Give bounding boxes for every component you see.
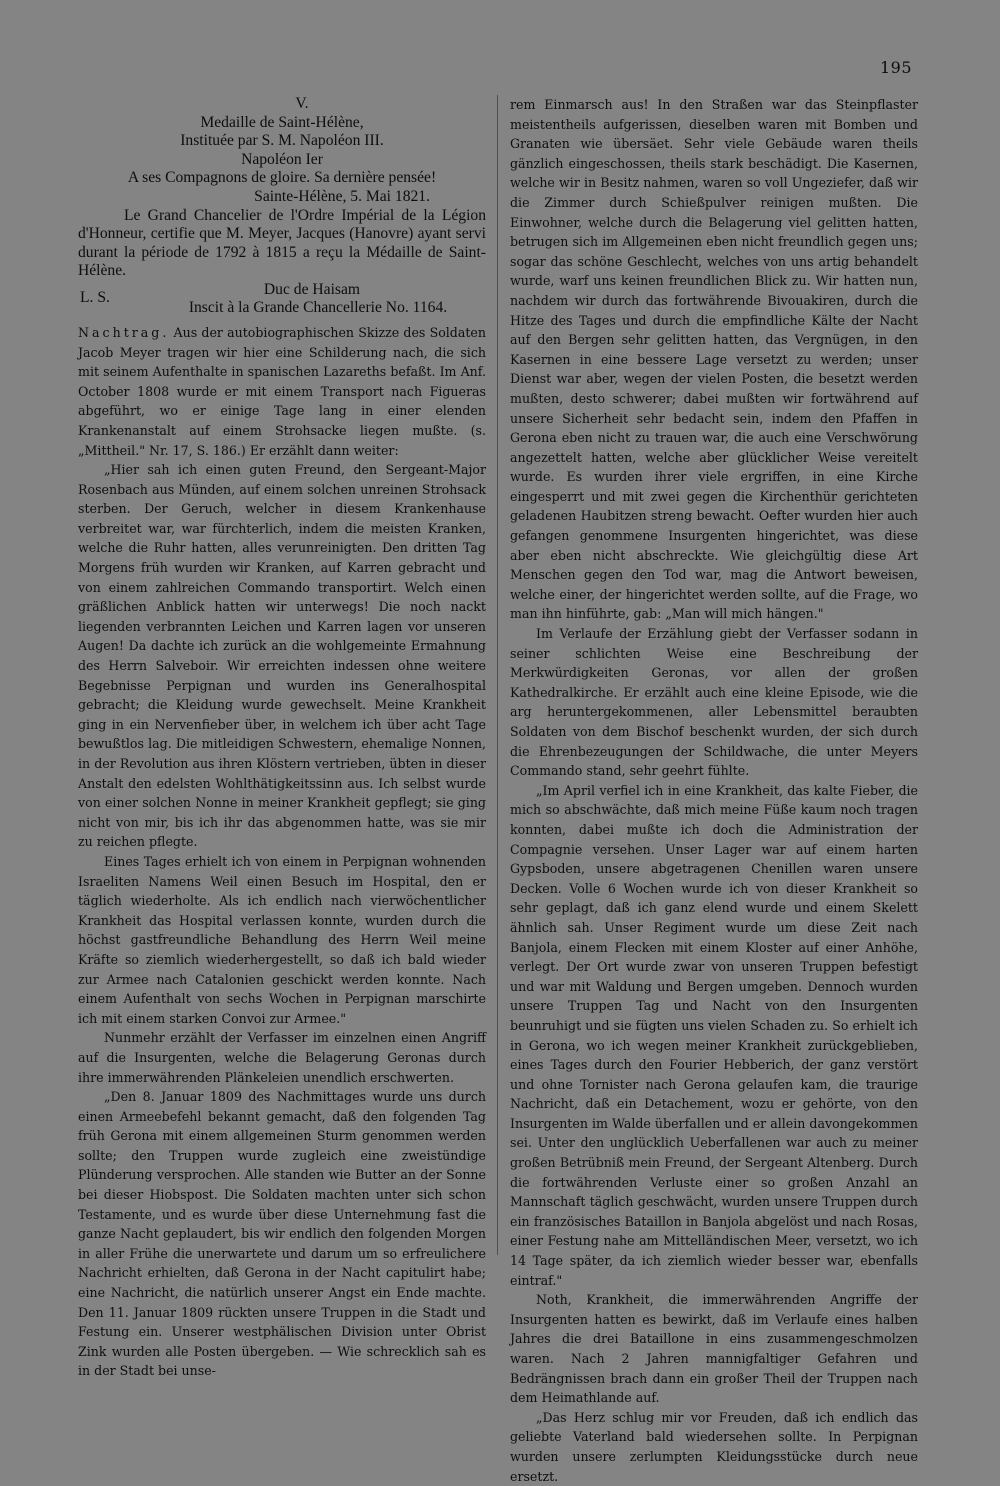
article-paragraph: rem Einmarsch aus! In den Straßen war das Steinpflaster meistentheils aufgerissen, dieselben waren mit Bomben und Granaten wie übersäet. Sehr viele Gebäude waren theils gänzlich eingeschossen, theils stark beschädigt. Die Kasernen, welche wir in Besitz nahmen, waren so voll Ungeziefer, daß wir die Zimmer durch Schießpulver reinigen mußten. Die Einwohner, welche durch die Belagerung viel gelitten hatten, betrugen sich im Allgemeinen eben nicht freundlich gegen uns; sogar das schöne Geschlecht, welches von uns artig behandelt wurde, warf uns keinen freundlichen Blick zu. Wir hatten nun, nachdem wir durch das fortwährende Bivouakiren, durch die Hitze des Tages und durch die empfindliche Kälte der Nacht auf den Bergen sehr gelitten hatten, das Vergnügen, in den Kasernen in eine bessere Lage versetzt zu werden; unser Dienst war aber, wegen der vielen Posten, die besetzt werden mußten, desto schwerer; dabei mußten wir fortwährend auf unsere Sicherheit sehr bedacht sein, indem den Pfaffen in Gerona eben nicht zu trauen war, die auch eine Verschwörung angezettelt hatten, welche aber glücklicher Weise vereitelt wurde. Es wurden ihrer viele ergriffen, in eine Kirche eingesperrt und mit zwei gegen die Kirchenthür gerichteten geladenen Haubitzen streng bewacht. Oefter wurden hier auch gefangen genommene Insurgenten hingerichtet, was diese aber eben nicht abschreckte. Wie gleichgültig diese Art Menschen gegen den Tod war, mag die Antwort beweisen, welche einer, der hingerichtet werden sollte, auf die Frage, wo man ihn hinführte, gab: „Man will mich hängen." — [510, 97, 918, 622]
column-rule — [497, 95, 498, 1255]
certificate-inscription: Inscit à la Grande Chancellerie No. 1164. — [188, 298, 448, 316]
article-paragraph: „Das Herz schlug mir vor Freuden, daß ich endlich das geliebte Vaterland bald wiedersehen sollte. In Perpignan wurden unsere zerlumpten Kleidungsstücke durch neue ersetzt. — [510, 1409, 918, 1484]
certificate-body: Le Grand Chancelier de l'Ordre Impérial de la Légion d'Honneur, certifie que M. Meyer, Jacques (Hanovre) ayant servi durant la période de 1792 à 1815 a reçu la Médaille de Saint-Hélène. — [78, 206, 486, 280]
article-paragraph — [78, 323, 486, 460]
page-number: 195 — [880, 58, 913, 77]
certificate-line: Instituée par S. M. Napoléon III. — [180, 132, 384, 150]
article-paragraph: „Hier sah ich einen guten Freund, den Sergeant-Major Rosenbach aus Münden, auf einem solchen unreinen Strohsack sterben. Der Geruch, welcher in diesem Krankenhause verbreitet war, war fürchterlich, indem die meisten Kranken, welche die Ruhr hatten, alles verunreinigten. Den dritten Tag Morgens früh wurden wir Kranken, auf Karren gebracht und von einem zahlreichen Commando transportirt. Welch einen gräßlichen Anblick hatten wir unterwegs! Die noch nackt liegenden verbrannten Leichen und Karren lagen vor unseren Augen! Da dachte ich zurück an die wohlgemeinte Ermahnung des Herrn Salveboir. Wir erreichten indessen ohne weitere Begebnisse Perpignan und wurden ins Generalhospital gebracht; die Kleidung wurde gewechselt. Meine Krankheit ging in ein Nervenfieber über, in welchem ich über acht Tage bewußtlos lag. Die mitleidigen Schwestern, ehemalige Nonnen, in der Revolution aus ihren Klöstern vertrieben, übten in dieser Anstalt den edelsten Wohlthätigkeitssinn aus. Ich selbst wurde von einer solchen Nonne in meiner Krankheit gepflegt; sie ging nicht von mir, bis ich ihr das abgenommen hatte, was sie mir zu reichen pflegte. — [78, 462, 486, 850]
paragraph-text: Aus der autobiographischen Skizze des Soldaten Jacob Meyer tragen wir hier eine Schilderung nach, die sich mit seinem Aufenthalte in spanischen Lazareths befaßt. Im Anf. October 1808 wurde er mit einem Transport nach Figueras abgeführt, wo er einige Tage lang in einer elenden Krankenanstalt auf einem Strohsacke liegen mußte. (s. „Mittheil." Nr. 17, S. 186.) Er erzählt dann weiter: — [78, 324, 486, 458]
left-column — [78, 95, 486, 1381]
certificate-seal: L. S. — [80, 288, 110, 306]
nachtrag-heading: Nachtrag. — [78, 324, 170, 340]
article-paragraph: Im Verlaufe der Erzählung giebt der Verfasser sodann in seiner schlichten Weise eine Beschreibung der Merkwürdigkeiten Geronas, vor allen der großen Kathedralkirche. Er erzählt auch eine kleine Episode, wie die arg heruntergekommenen, aller Lebensmittel beraubten Soldaten von dem Bischof beschenkt wurden, der sich durch die Ehrenbezeugungen der Schildwache, die unter Meyers Commando stand, sehr geehrt fühlte. — [510, 626, 918, 779]
article-paragraph: „Den 8. Januar 1809 des Nachmittages wurde uns durch einen Armeebefehl bekannt gemacht, daß den folgenden Tag früh Gerona mit einem allgemeinen Sturm genommen werden sollte; den Truppen wurde zugleich eine zweistündige Plünderung versprochen. Alle standen wie Butter an der Sonne bei dieser Hiobspost. Die Soldaten machten unter sich schon Testamente, und es wurde über diese Unternehmung fast die ganze Nacht geplaudert, bis wir endlich den folgenden Morgen in aller Frühe die unerwartete und darum um so erfreulichere Nachricht erhielten, daß Gerona in der Nacht capitulirt habe; eine Nachricht, die natürlich unserer Angst ein Ende machte. Den 11. Januar 1809 rückten unsere Truppen in die Stadt und Festung ein. Unserer westphälischen Division unter Obrist Zink wurden alle Posten übergeben. — Wie schrecklich sah es in der Stadt bei unse- — [78, 1089, 486, 1379]
certificate-signature-row — [78, 281, 486, 317]
certificate-dateline: Sainte-Hélène, 5. Mai 1821. — [254, 187, 430, 205]
article-paragraph: Noth, Krankheit, die immerwährenden Angriffe der Insurgenten hatten es bewirkt, daß im Verlaufe eines halben Jahres die drei Bataillone in eins zusammengeschmolzen waren. Nach 2 Jahren mannigfaltiger Gefahren und Bedrängnissen brach dann ein großer Theil der Truppen nach dem Heimathlande auf. — [510, 1292, 918, 1406]
article-paragraph: „Im April verfiel ich in eine Krankheit, das kalte Fieber, die mich so abschwächte, daß mich meine Füße kaum noch tragen konnten, dabei mußte ich doch die Administration der Compagnie versehen. Unser Lager war auf einem harten Gypsboden, unsere abgetragenen Chenillen waren unsere Decken. Volle 6 Wochen wurde ich von dieser Krankheit so sehr geplagt, daß ich ganz elend wurde und einem Skelett ähnlich sah. Unser Regiment wurde um diese Zeit nach Banjola, einem Flecken mit einem Kloster auf einer Anhöhe, verlegt. Der Ort wurde zwar von unseren Truppen befestigt und war mit Waldung und Bergen umgeben. Dennoch wurden unsere Truppen Tag und Nacht von den Insurgenten beunruhigt und sie fügten uns vielen Schaden zu. So erhielt ich in Gerona, wo ich wegen meiner Krankheit zurückgeblieben, eines Tages durch den Fourier Hebberich, der ganz verstört und ohne Tornister nach Gerona gelaufen kam, die traurige Nachricht, daß ein Detachement, wozu er gehörte, von den Insurgenten im Walde überfallen und er allein davongekommen sei. Unter den unglücklich Ueberfallenen war auch zu meiner großen Betrübniß mein Freund, der Sergeant Altenberg. Durch die fortwährenden Verluste einer so großen Anzahl an Mannschaft täglich geschwächt, wurden unsere Truppen durch ein französisches Bataillon in Banjola abgelöst und nach Rosas, einer Festung nahe am Mittelländischen Meer, versetzt, wo ich 14 Tage später, da ich ziemlich wieder besser war, ebenfalls eintraf." — [510, 782, 918, 1288]
right-column — [510, 95, 918, 1486]
certificate-block — [78, 95, 486, 317]
certificate-line: A ses Compagnons de gloire. Sa dernière pensée! — [127, 169, 437, 187]
certificate-signature: Duc de Haisam — [263, 280, 361, 298]
certificate-line: Napoléon Ier — [241, 150, 323, 168]
article-paragraph: Nunmehr erzählt der Verfasser im einzelnen einen Angriff auf die Insurgenten, welche die Belagerung Geronas durch ihre immerwährenden Plänkeleien unendlich erschwerten. — [78, 1030, 486, 1085]
certificate-roman-numeral: V. — [295, 95, 309, 112]
article-paragraph: Eines Tages erhielt ich von einem in Perpignan wohnenden Israeliten Namens Weil einen Besuch im Hospital, den er täglich wiederholte. Als ich endlich nach vierwöchentlicher Krankheit das Hospital verlassen konnte, wurden durch die höchst gastfreundliche Behandlung des Herrn Weil meine Kräfte so ziemlich wiederhergestellt, so daß ich bald wieder zur Armee nach Catalonien geschickt werden konnte. Nach einem Aufenthalt von sechs Wochen in Perpignan marschirte ich mit einem starken Convoi zur Armee." — [78, 853, 486, 1026]
certificate-line: Medaille de Saint-Hélène, — [200, 113, 364, 131]
